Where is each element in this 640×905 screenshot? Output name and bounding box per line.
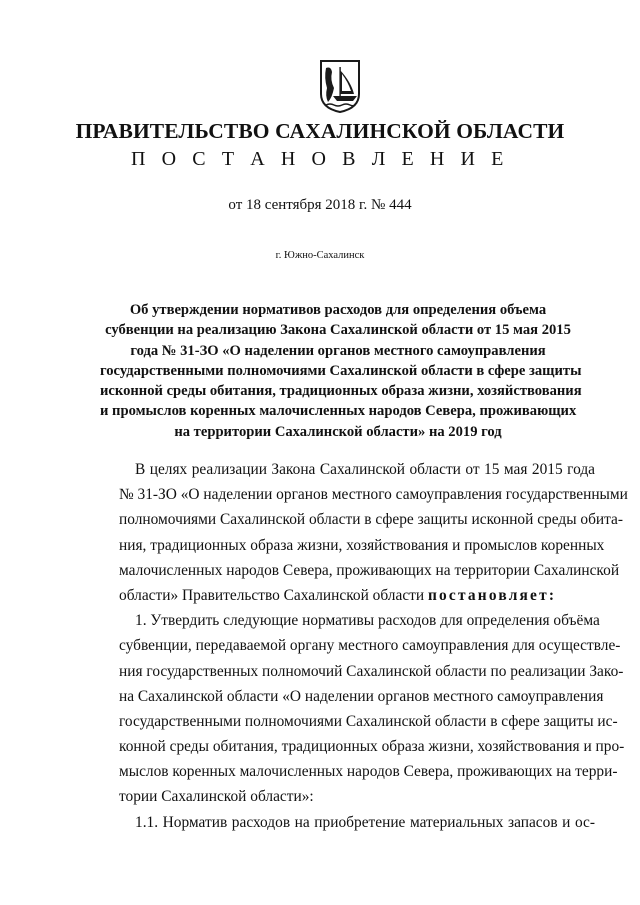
body-line: конной среды обитания, традиционных образа жизни, хозяйствования и про- bbox=[119, 738, 625, 756]
body-line: полномочиями Сахалинской области в сфере защиты исконной среды обита- bbox=[119, 511, 624, 529]
title-line: на территории Сахалинской области» на 2019 год bbox=[174, 423, 502, 440]
item-1-paragraph bbox=[119, 608, 625, 810]
body-line: 1. Утвердить следующие нормативы расходов для определения объёма bbox=[135, 612, 600, 630]
body-line: В целях реализации Закона Сахалинской области от 15 мая 2015 года bbox=[135, 461, 595, 478]
preamble-last-line-text: области» Правительство Сахалинской области bbox=[119, 586, 428, 604]
resolves-word: постановляет: bbox=[427, 586, 557, 604]
document-body bbox=[119, 457, 628, 835]
preamble-paragraph bbox=[119, 457, 628, 608]
title-line: и промыслов коренных малочисленных народов Севера, проживающих bbox=[100, 403, 577, 420]
body-line: мыслов коренных малочисленных народов Севера, проживающих на терри- bbox=[119, 763, 618, 781]
document-date-number: от 18 сентября 2018 г. № 444 bbox=[228, 197, 412, 213]
document-city: г. Южно-Сахалинск bbox=[275, 250, 365, 261]
body-line: на Сахалинской области «О наделении органов местного самоуправления bbox=[119, 687, 604, 705]
body-line bbox=[119, 583, 595, 608]
title-line: государственными полномочиями Сахалинской области в сфере защиты bbox=[100, 362, 582, 379]
body-line: ния, традиционных образа жизни, хозяйствования и промыслов коренных bbox=[119, 536, 605, 554]
body-line: № 31-ЗО «О наделении органов местного самоуправления государственными bbox=[119, 486, 628, 504]
body-line: тории Сахалинской области»: bbox=[119, 788, 314, 806]
title-line: Об утверждении нормативов расходов для определения объема bbox=[129, 302, 547, 318]
body-line: малочисленных народов Севера, проживающих на территории Сахалинской bbox=[119, 561, 620, 579]
organization-name: ПРАВИТЕЛЬСТВО САХАЛИНСКОЙ ОБЛАСТИ bbox=[75, 119, 565, 143]
document-type: П О С Т А Н О В Л Е Н И Е bbox=[131, 148, 509, 170]
title-line: исконной среды обитания, традиционных образа жизни, хозяйствования bbox=[100, 383, 582, 400]
body-line: государственными полномочиями Сахалинской области в сфере защиты ис- bbox=[119, 712, 618, 730]
body-line: ния государственных полномочий Сахалинской области по реализации Зако- bbox=[119, 662, 624, 680]
item-1-1-paragraph bbox=[119, 810, 595, 835]
body-line: субвенции, передаваемой органу местного самоуправления для осуществле- bbox=[119, 637, 621, 655]
document-title bbox=[100, 300, 582, 442]
title-line: субвенции на реализацию Закона Сахалинской области от 15 мая 2015 bbox=[105, 322, 571, 339]
title-line: года № 31-ЗО «О наделении органов местного самоуправления bbox=[130, 342, 546, 359]
sakhalin-coat-of-arms-icon bbox=[318, 58, 362, 114]
body-line: 1.1. Норматив расходов на приобретение материальных запасов и ос- bbox=[135, 813, 595, 831]
